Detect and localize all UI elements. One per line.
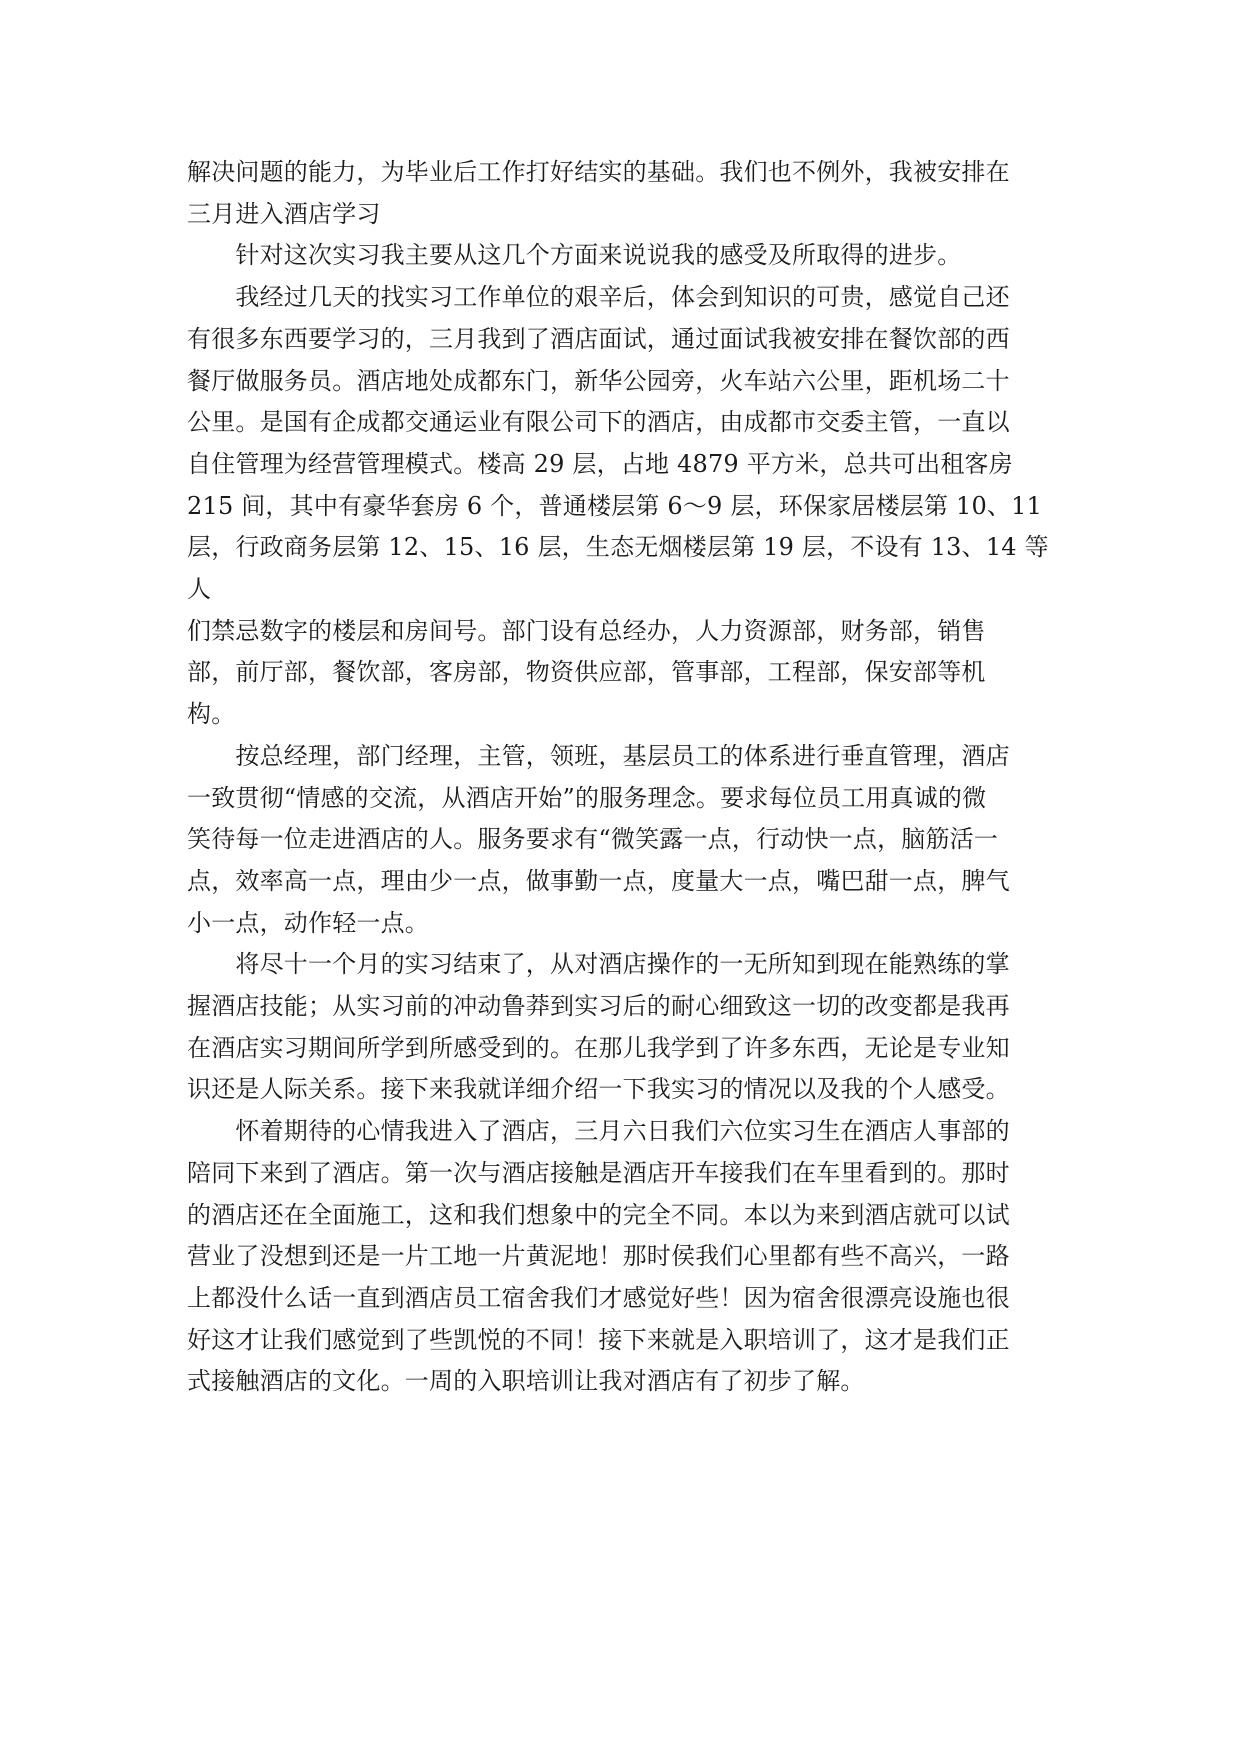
paragraph-1: 解决问题的能力，为毕业后工作打好结实的基础。我们也不例外，我被安排在 三月进入酒店学习	[187, 158, 1010, 228]
paragraph-4: 按总经理，部门经理，主管，领班，基层员工的体系进行垂直管理，酒店 一致贯彻“情感的交流，从酒店开始”的服务理念。要求每位员工用真诚的微 笑待每一位走进酒店的人。服务要求有“微笑露一点，行动快一点，脑筋活一 点，效率高一点，理由少一点，做事勤一点，度量大一点，嘴巴甜一点，脾气 小一点，动作轻一点。	[187, 741, 1010, 937]
document-body	[187, 152, 1057, 1403]
paragraph-3: 我经过几天的找实习工作单位的艰辛后，体会到知识的可贵，感觉自己还 有很多东西要学习的，三月我到了酒店面试，通过面试我被安排在餐饮部的西 餐厅做服务员。酒店地处成都东门，新华公园旁，火车站六公里，距机场二十 公里。是国有企成都交通运业有限公司下的酒店，由成都市交委主管，一直以 自住管理为经营管理模式。楼高 29 层，占地 4879 平方米，总共可出租客房 215 间，其中有豪华套房 6 个，普通楼层第 6～9 层，环保家居楼层第 10、11 层，行政商务层第 12、15、16 层，生态无烟楼层第 19 层，不设有 13、14 等人 们禁忌数字的楼层和房间号。部门设有总经办，人力资源部，财务部，销售 部，前厅部，餐饮部，客房部，物资供应部，管事部，工程部，保安部等机 构。	[187, 283, 1049, 729]
paragraph-5: 将尽十一个月的实习结束了，从对酒店操作的一无所知到现在能熟练的掌 握酒店技能；从实习前的冲动鲁莽到实习后的耐心细致这一切的改变都是我再 在酒店实习期间所学到所感受到的。在那儿我学到了许多东西，无论是专业知 识还是人际关系。接下来我就详细介绍一下我实习的情况以及我的个人感受。	[187, 950, 1010, 1104]
paragraph-2: 针对这次实习我主要从这几个方面来说说我的感受及所取得的进步。	[187, 241, 962, 270]
paragraph-6: 怀着期待的心情我进入了酒店，三月六日我们六位实习生在酒店人事部的 陪同下来到了酒店。第一次与酒店接触是酒店开车接我们在车里看到的。那时 的酒店还在全面施工，这和我们想象中的完全不同。本以为来到酒店就可以试 营业了没想到还是一片工地一片黄泥地！那时侯我们心里都有些不高兴，一路 上都没什么话一直到酒店员工宿舍我们才感觉好些！因为宿舍很漂亮设施也很 好这才让我们感觉到了些凯悦的不同！接下来就是入职培训了，这才是我们正 式接触酒店的文化。一周的入职培训让我对酒店有了初步了解。	[187, 1117, 1010, 1396]
